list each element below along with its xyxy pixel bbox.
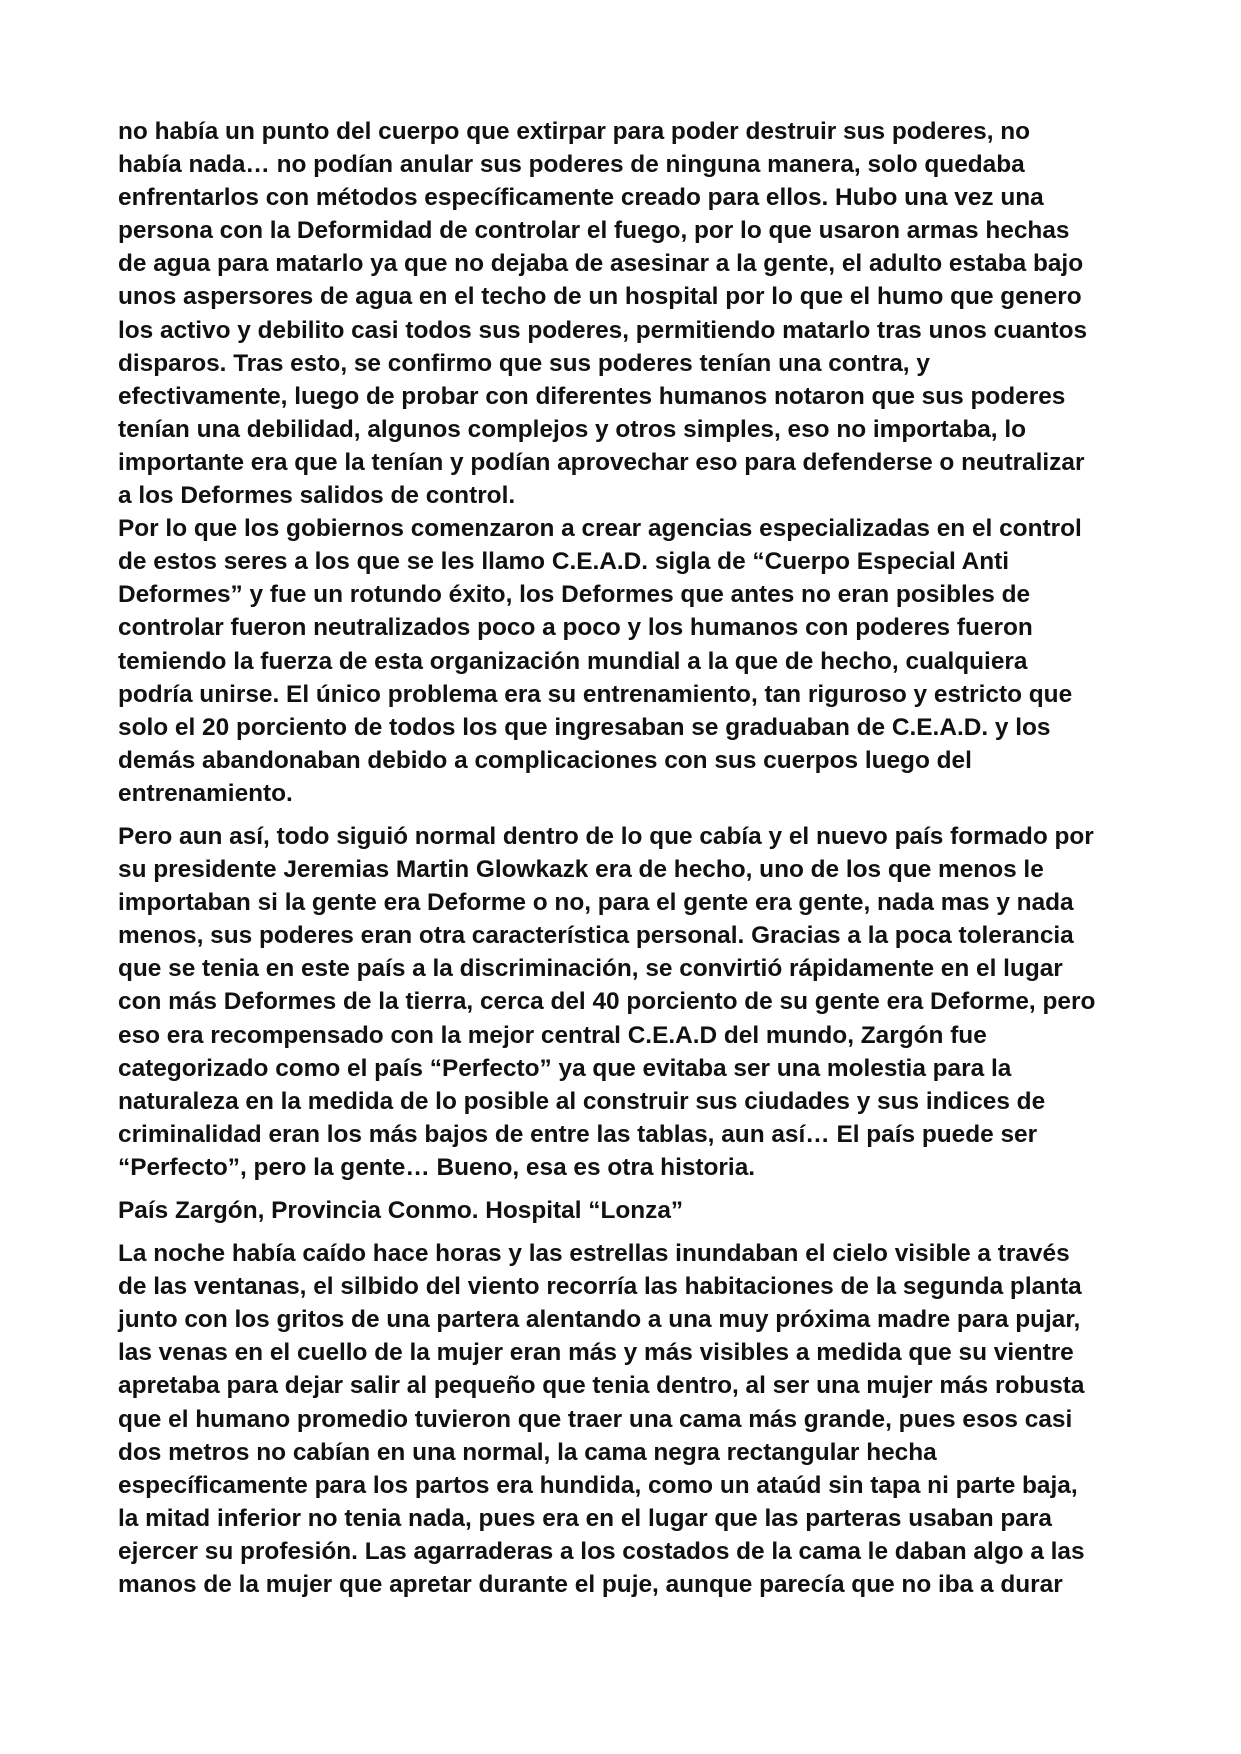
- text-line: dos metros no cabían en una normal, la cama negra rectangular hecha: [118, 1438, 937, 1466]
- text-line: La noche había caído hace horas y las estrellas inundaban el cielo visible a través: [118, 1240, 1070, 1268]
- text-line: enfrentarlos con métodos específicamente creado para ellos. Hubo una vez una: [118, 184, 1044, 212]
- text-line: no había un punto del cuerpo que extirpar para poder destruir sus poderes, no: [118, 118, 1031, 145]
- text-line: “Perfecto”, pero la gente… Bueno, esa es otra historia.: [118, 1153, 756, 1181]
- text-line: Deformes” y fue un rotundo éxito, los Deformes que antes no eran posibles de: [118, 581, 1031, 609]
- document-page: [118, 115, 1138, 1601]
- text-line: entrenamiento.: [118, 779, 293, 807]
- text-line: manos de la mujer que apretar durante el puje, aunque parecía que no iba a durar: [118, 1571, 1063, 1599]
- text-line: eso era recompensado con la mejor central C.E.A.D del mundo, Zargón fue: [118, 1021, 987, 1049]
- text-line: menos, sus poderes eran otra característica personal. Gracias a la poca tolerancia: [118, 922, 1074, 950]
- text-line: controlar fueron neutralizados poco a poco y los humanos con poderes fueron: [118, 614, 1033, 642]
- text-line: los activo y debilito casi todos sus poderes, permitiendo matarlo tras unos cuantos: [118, 316, 1088, 344]
- text-line: Pero aun así, todo siguió normal dentro de lo que cabía y el nuevo país formado por: [118, 822, 1094, 850]
- text-line: temiendo la fuerza de esta organización mundial a la que de hecho, cualquiera: [118, 647, 1028, 675]
- text-line: de agua para matarlo ya que no dejaba de asesinar a la gente, el adulto estaba bajo: [118, 250, 1084, 278]
- text-line: importante era que la tenían y podían aprovechar eso para defenderse o neutralizar: [118, 448, 1085, 476]
- text-line: categorizado como el país “Perfecto” ya que evitaba ser una molestia para la: [118, 1054, 1012, 1082]
- text-line: demás abandonaban debido a complicaciones con sus cuerpos luego del: [118, 746, 972, 774]
- text-line: podría unirse. El único problema era su entrenamiento, tan riguroso y estricto que: [118, 680, 1073, 708]
- paragraph-hospital-scene: [118, 1237, 1138, 1601]
- paragraph-zargon-country: [118, 820, 1138, 1184]
- text-line: Por lo que los gobiernos comenzaron a crear agencias especializadas en el control: [118, 515, 1082, 543]
- text-line: junto con los gritos de una partera alentando a una muy próxima madre para pujar,: [118, 1306, 1081, 1334]
- text-line: criminalidad eran los más bajos de entre las tablas, aun así… El país puede ser: [118, 1120, 1038, 1148]
- scene-heading: [118, 1194, 1138, 1227]
- text-line: naturaleza en la medida de lo posible al construir sus ciudades y sus indices de: [118, 1087, 1046, 1115]
- text-line: importaban si la gente era Deforme o no, para el gente era gente, nada mas y nada: [118, 889, 1074, 917]
- text-line: con más Deformes de la tierra, cerca del 40 porciento de su gente era Deforme, pero: [118, 988, 1096, 1016]
- text-line: la mitad inferior no tenia nada, pues era en el lugar que las parteras usaban para: [118, 1504, 1052, 1532]
- text-line: País Zargón, Provincia Conmo. Hospital “Lonza”: [118, 1197, 684, 1224]
- text-line: de las ventanas, el silbido del viento recorría las habitaciones de la segunda planta: [118, 1273, 1082, 1301]
- text-line: su presidente Jeremias Martin Glowkazk era de hecho, uno de los que menos le: [118, 856, 1044, 884]
- text-line: apretaba para dejar salir al pequeño que tenia dentro, al ser una mujer más robusta: [118, 1372, 1085, 1400]
- text-line: específicamente para los partos era hundida, como un ataúd sin tapa ni parte baja,: [118, 1471, 1078, 1499]
- text-line: solo el 20 porciento de todos los que ingresaban se graduaban de C.E.A.D. y los: [118, 713, 1051, 741]
- text-line: a los Deformes salidos de control.: [118, 482, 516, 510]
- paragraph-cead-agency: [118, 512, 1138, 810]
- text-line: las venas en el cuello de la mujer eran más y más visibles a medida que su vientre: [118, 1339, 1074, 1367]
- text-line: persona con la Deformidad de controlar el fuego, por lo que usaron armas hechas: [118, 217, 1070, 245]
- text-line: de estos seres a los que se les llamo C.E.A.D. sigla de “Cuerpo Especial Anti: [118, 548, 1010, 576]
- text-line: unos aspersores de agua en el techo de un hospital por lo que el humo que genero: [118, 283, 1082, 311]
- text-line: ejercer su profesión. Las agarraderas a los costados de la cama le daban algo a las: [118, 1537, 1085, 1565]
- text-line: que se tenia en este país a la discriminación, se convirtió rápidamente en el lugar: [118, 955, 1063, 983]
- text-line: efectivamente, luego de probar con diferentes humanos notaron que sus poderes: [118, 382, 1066, 410]
- text-line: disparos. Tras esto, se confirmo que sus poderes tenían una contra, y: [118, 349, 930, 377]
- paragraph-deformities-weakness: [118, 115, 1138, 512]
- text-line: que el humano promedio tuvieron que traer una cama más grande, pues esos casi: [118, 1405, 1073, 1433]
- text-line: tenían una debilidad, algunos complejos y otros simples, eso no importaba, lo: [118, 415, 1027, 443]
- text-line: había nada… no podían anular sus poderes de ninguna manera, solo quedaba: [118, 151, 1025, 179]
